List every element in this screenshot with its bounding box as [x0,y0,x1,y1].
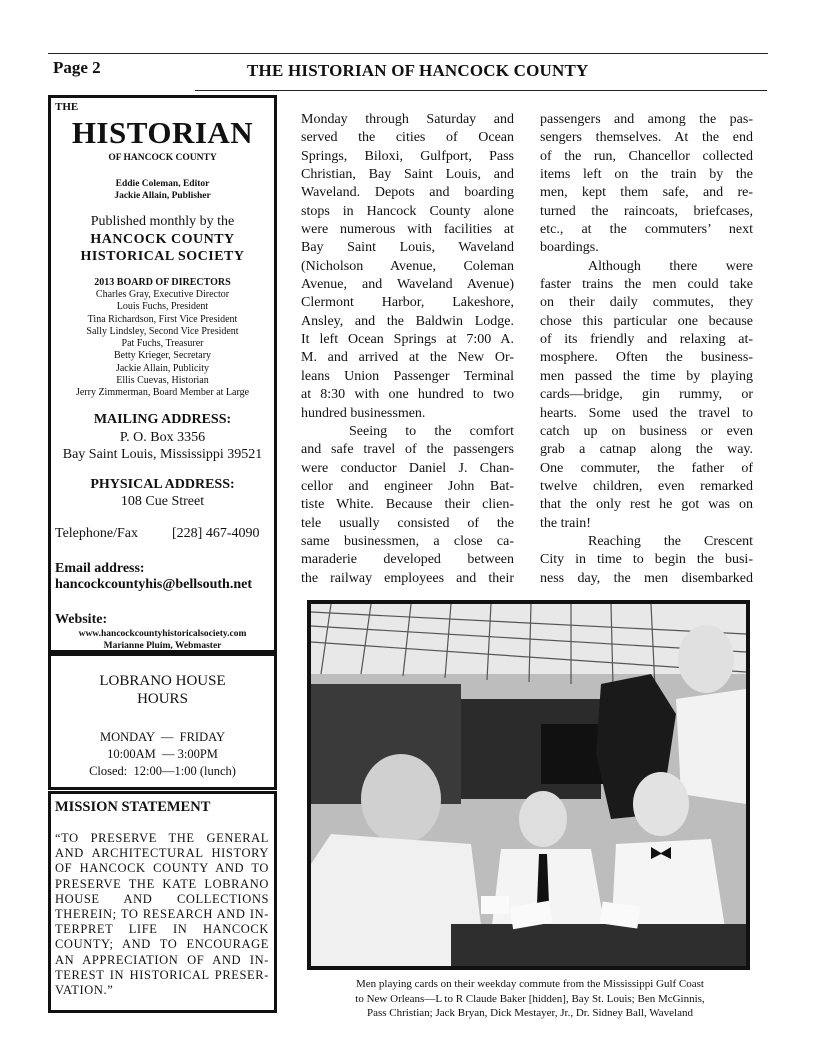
caption-line: to New Orleans—L to R Claude Baker [hidden], Bay St. Louis; Ben McGinnis, [355,992,705,1005]
hours-days: MONDAY — FRIDAY [99,730,226,744]
hours-title-line2: HOURS [137,691,188,707]
mailing-address-line1: P. O. Box 3356 [119,430,206,445]
article-line: grab a catnap along the way. [540,442,753,458]
article-line: tiste White. Because their clien- [301,497,514,513]
article-line: mosphere. Often the business- [540,350,753,366]
published-by: Published monthly by the [90,214,235,229]
mission-statement-box [48,791,277,1013]
article-line: boardings. [540,240,599,256]
masthead-underline [195,90,767,91]
photo-caption [300,977,760,1021]
article-line: of the run, Chancellor collected [540,148,753,164]
publication-subtitle: OF HANCOCK COUNTY [108,153,217,163]
article-line: were conductor Daniel J. Chan- [301,460,514,476]
mission-line: HOUSE AND COLLECTIONS [55,891,269,906]
mission-line: AND ARCHITECTURAL HISTORY [55,846,269,861]
physical-address-line1: 108 Cue Street [120,494,205,509]
article-line: etc., at the commuters’ next [540,222,753,238]
article-line: at 8:30 with one hundred to two [301,387,514,403]
publication-info-box [48,95,277,653]
article-line: twelve children, even remarked [540,478,753,494]
board-member: Jackie Allain, Publicity [115,362,210,374]
article-line: faster trains the men could take [540,277,753,293]
article-line: ness day, the men disembarked [540,570,753,586]
mission-text [55,831,269,998]
email-address: hancockcountyhis@bellsouth.net [55,577,253,592]
article-line: leans Union Passenger Terminal [301,368,514,384]
website-heading: Website: [55,612,108,627]
article-line: Although there were [588,258,753,274]
article-line: Bay Saint Louis, Waveland [301,240,514,256]
society-name-line1: HANCOCK COUNTY [90,232,235,247]
article-line: Clermont Harbor, Lakeshore, [301,295,514,311]
article-line: men passed the time by playing [540,368,753,384]
email-heading: Email address: [55,561,145,576]
page-number: Page 2 [53,58,101,77]
article-line: of its friendly and relaxing at- [540,332,753,348]
article-line: maraderie developed between [301,552,514,568]
board-member: Louis Fuchs, President [116,301,209,313]
webmaster-credit: Marianne Pluim, Webmaster [103,641,222,651]
house-hours-box [48,653,277,790]
article-line: hundred businessmen. [301,405,426,421]
article-line: same businessmen, a close ca- [301,533,514,549]
board-member: Betty Krieger, Secretary [113,350,212,362]
article-line: chose this particular one because [540,313,753,329]
article-line: Monday through Saturday and [301,112,514,127]
article-line: cellor and engineer John Bat- [301,478,514,494]
physical-address-heading: PHYSICAL ADDRESS: [90,477,235,492]
article-line: men, kept them safe, and re- [540,185,753,201]
article-column-2 [540,111,753,588]
article-line: items left on the train by the [540,167,753,183]
caption-line: Men playing cards on their weekday commute from the Mississippi Gulf Coast [356,978,704,990]
card-players-photo [307,600,750,970]
board-member: Sally Lindsley, Second Vice President [86,325,239,337]
mission-heading: MISSION STATEMENT [55,799,211,815]
article-line: served the cities of Ocean [301,130,514,146]
article-line: Reaching the Crescent [588,533,753,549]
board-member: Charles Gray, Executive Director [95,289,230,300]
mission-line: “TO PRESERVE THE GENERAL [55,831,269,845]
article-line: M. and arrived at the New Or- [301,350,514,366]
masthead-title: THE HISTORIAN OF HANCOCK COUNTY [247,61,589,80]
telephone-number: [228] 467-4090 [172,526,260,541]
publication-title: HISTORIAN [71,115,254,150]
article-line: on their daily commutes, they [540,295,753,311]
article-column-1 [301,111,514,588]
article-line: Seeing to the comfort [349,423,514,439]
mission-line: VATION.” [55,983,114,998]
article-line: catch up on business or even [540,423,753,439]
article-line: were numerous with facilities at [301,222,514,238]
article-line: sengers themselves. At the end [540,130,753,146]
telephone-label: Telephone/Fax [55,526,138,541]
article-line: that the only rest he got was on [540,497,753,513]
article-line: Christian, Bay Saint Louis, and [301,167,514,183]
board-list [51,289,274,400]
article-line: One commuter, the father of [540,460,753,476]
mission-line: TERPRET LIFE IN HANCOCK [55,922,269,937]
article-line: tele usually consisted of the [301,515,514,531]
mission-line: PRESERVE THE KATE LOBRANO [55,876,269,891]
article-line: hearts. Some used the travel to [540,405,753,421]
mailing-address-line2: Bay Saint Louis, Mississippi 39521 [62,447,263,462]
article-line: passengers and among the pas- [540,112,753,127]
article-line: the railway employees and their [301,570,514,586]
article-line: It left Ocean Springs at 7:00 A. [301,332,514,348]
article-line: Ansley, and the Baldwin Lodge. [301,313,514,329]
article-line: the train! [540,515,591,531]
hours-title-line1: LOBRANO HOUSE [99,673,226,689]
mission-line: TEREST IN HISTORICAL PRESER- [55,967,269,982]
title-prefix: THE [55,101,79,113]
article-line: Springs, Biloxi, Gulfport, Pass [301,148,514,164]
article-line: cards—bridge, gin rummy, or [540,387,753,403]
board-member: Jerry Zimmerman, Board Member at Large [75,387,250,399]
article-line: and safe travel of the passengers [301,442,514,458]
publisher-credit: Jackie Allain, Publisher [114,191,211,201]
article-line: City in time to begin the busi- [540,552,753,568]
hours-times: 10:00AM — 3:00PM [107,747,218,761]
mission-line: OF HANCOCK COUNTY AND TO [55,861,269,876]
top-rule [48,53,768,54]
article-line: Avenue, and Waveland Avenue) [301,277,514,293]
article-line: Waveland. Depots and boarding [301,185,514,201]
editor-credit: Eddie Coleman, Editor [115,179,210,189]
mission-line: THEREIN; TO RESEARCH AND IN- [55,907,269,922]
board-member: Ellis Cuevas, Historian [116,375,209,387]
article-line: turned the raincoats, briefcases, [540,203,753,219]
article-line: stops in Hancock County alone [301,203,514,219]
mission-line: AN APPRECIATION OF AND IN- [55,952,269,967]
board-heading: 2013 BOARD OF DIRECTORS [94,277,231,288]
website-url: www.hancockcountyhistoricalsociety.com [78,629,247,639]
caption-line: Pass Christian; Jack Bryan, Dick Mestayer, Jr., Dr. Sidney Ball, Waveland [367,1007,693,1020]
board-member: Pat Fuchs, Treasurer [121,338,204,350]
article-line: (Nicholson Avenue, Coleman [301,258,514,274]
society-name-line2: HISTORICAL SOCIETY [80,249,245,264]
board-member: Tina Richardson, First Vice President [87,313,238,325]
mailing-address-heading: MAILING ADDRESS: [93,412,232,427]
hours-closed: Closed: 12:00—1:00 (lunch) [89,764,236,778]
mission-line: COUNTY; AND TO ENCOURAGE [55,937,269,952]
